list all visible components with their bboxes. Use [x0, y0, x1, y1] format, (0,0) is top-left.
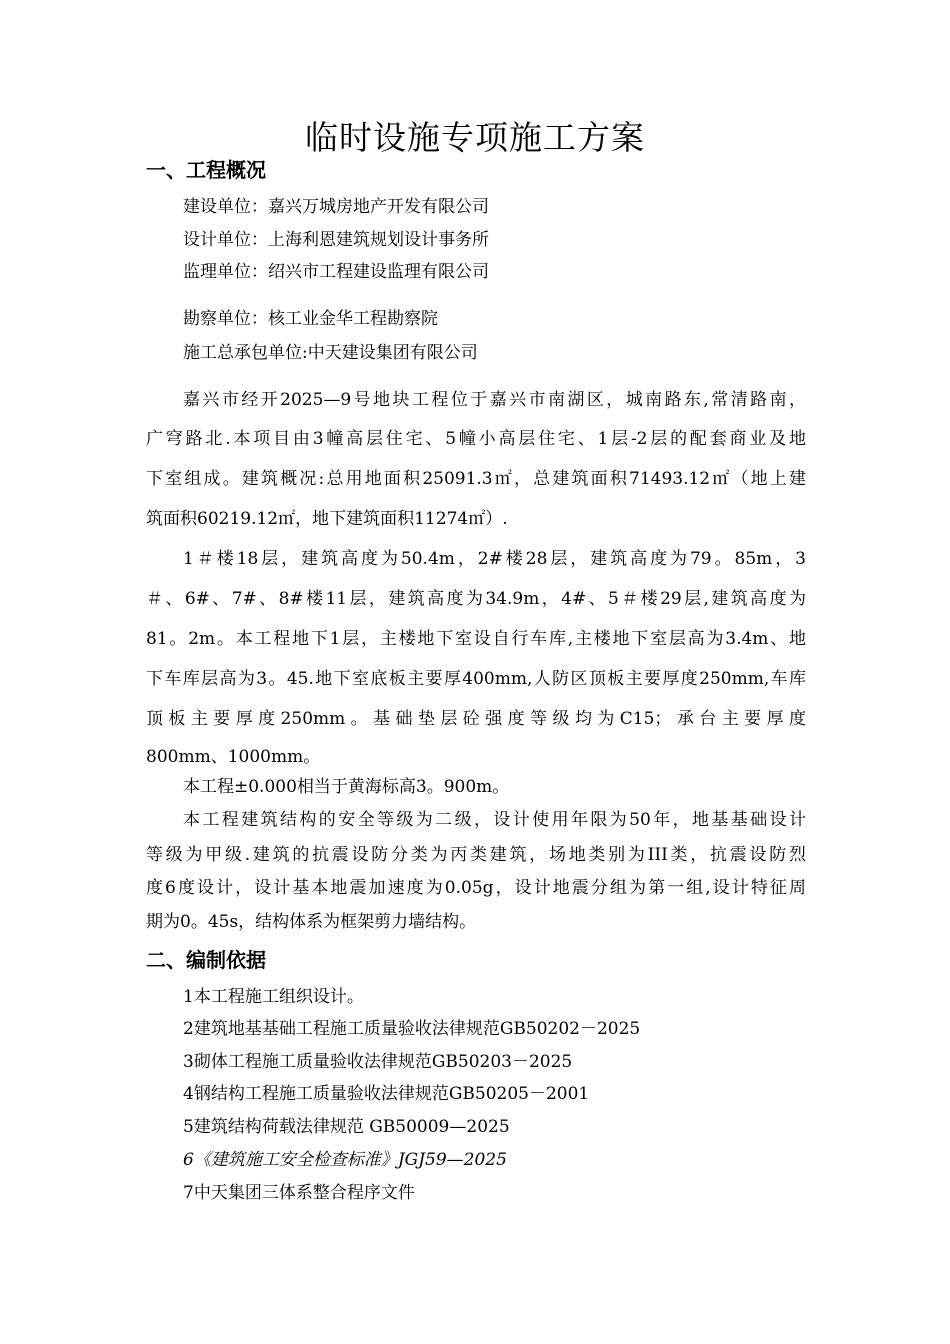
basis-item: 4钢结构工程施工质量验收法律规范GB50205－2001 — [183, 1084, 590, 1104]
section-heading-overview: 一、工程概况 — [146, 158, 266, 182]
basis-item: 6《建筑施工安全检查标准》JGJ59—2025 — [183, 1150, 507, 1170]
paragraph-line: 期为0。45s，结构体系为框架剪力墙结构。 — [146, 912, 477, 932]
paragraph-line: 800mm、1000mm。 — [146, 747, 321, 767]
basis-item: 3砌体工程施工质量验收法律规范GB50203－2025 — [183, 1052, 573, 1072]
paragraph-line: 顶板主要厚度250mm。基础垫层砼强度等级均为C15；承台主要厚度 — [146, 709, 806, 729]
basis-item: 7中天集团三体系整合程序文件 — [183, 1183, 415, 1203]
paragraph-line: 1＃楼18层，建筑高度为50.4m，2#楼28层，建筑高度为79。85m，3 — [183, 549, 806, 569]
section-heading-basis: 二、编制依据 — [146, 948, 266, 972]
unit-line: 勘察单位：核工业金华工程勘察院 — [183, 309, 438, 329]
paragraph-line: 广穹路北.本项目由3幢高层住宅、5幢小高层住宅、1层-2层的配套商业及地 — [146, 429, 806, 449]
unit-line: 建设单位：嘉兴万城房地产开发有限公司 — [183, 197, 489, 217]
basis-item: 1本工程施工组织设计。 — [183, 987, 364, 1007]
paragraph-line: 下车库层高为3。45.地下室底板主要厚400mm,人防区顶板主要厚度250mm,车库 — [146, 669, 806, 689]
paragraph-line: 度6度设计，设计基本地震加速度为0.05g，设计地震分组为第一组,设计特征周 — [146, 878, 806, 898]
basis-item: 2建筑地基基础工程施工质量验收法律规范GB50202－2025 — [183, 1019, 641, 1039]
paragraph-line: ＃、6#、7#、8#楼11层，建筑高度为34.9m，4#、5＃楼29层,建筑高度为 — [146, 589, 806, 609]
unit-line: 设计单位：上海利恩建筑规划设计事务所 — [183, 230, 489, 250]
paragraph-line: 下室组成。建筑概况:总用地面积25091.3㎡，总建筑面积71493.12㎡（地上建 — [146, 469, 806, 489]
basis-item: 5建筑结构荷载法律规范 GB50009—2025 — [183, 1117, 510, 1137]
paragraph-line: 81。2m。本工程地下1层，主楼地下室设自行车库,主楼地下室层高为3.4m、地 — [146, 629, 806, 649]
paragraph-line: 等级为甲级.建筑的抗震设防分类为丙类建筑，场地类别为III类，抗震设防烈 — [146, 845, 806, 865]
paragraph-line: 本工程±0.000相当于黄海标高3。900m。 — [183, 777, 510, 797]
paragraph-line: 筑面积60219.12㎡，地下建筑面积11274㎡）. — [146, 509, 508, 529]
paragraph-line: 本工程建筑结构的安全等级为二级，设计使用年限为50年，地基基础设计 — [183, 810, 806, 830]
unit-line: 施工总承包单位:中天建设集团有限公司 — [183, 343, 478, 363]
unit-line: 监理单位：绍兴市工程建设监理有限公司 — [183, 262, 489, 282]
paragraph-line: 嘉兴市经开2025—9号地块工程位于嘉兴市南湖区，城南路东,常清路南， — [183, 390, 806, 410]
page-title: 临时设施专项施工方案 — [305, 118, 645, 157]
